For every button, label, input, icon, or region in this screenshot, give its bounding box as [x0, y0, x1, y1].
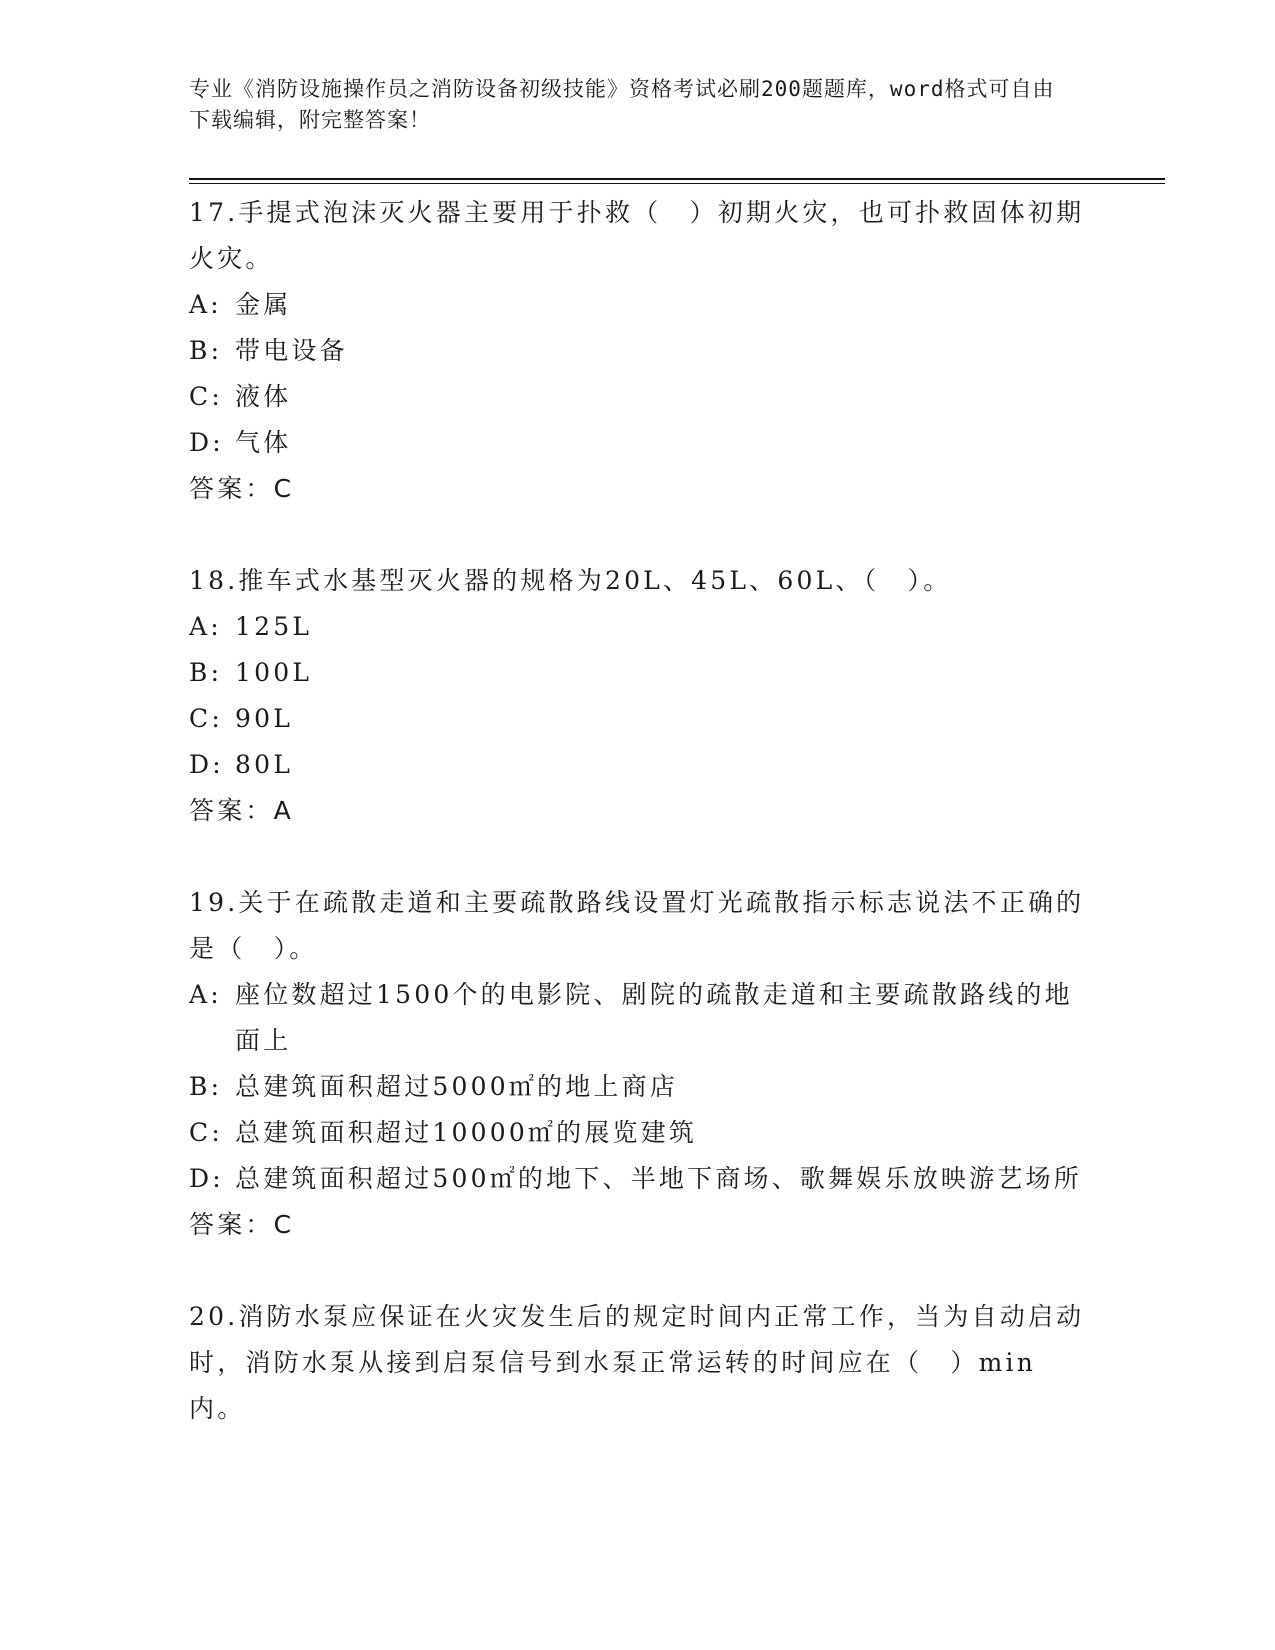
- question-17: [189, 190, 1089, 512]
- option-text: 90L: [235, 704, 294, 733]
- option-d: [189, 420, 1089, 466]
- option-a: [189, 604, 1089, 650]
- answer: 答案：A: [189, 796, 294, 825]
- option-letter: B:: [189, 336, 223, 365]
- document-header: 专业《消防设施操作员之消防设备初级技能》资格考试必刷200题题库，word格式可自由下载编辑，附完整答案！: [189, 77, 1055, 132]
- option-letter: D:: [189, 428, 224, 457]
- option-text: 总建筑面积超过10000㎡的展览建筑: [235, 1118, 698, 1147]
- header-rule-thick: [189, 178, 1165, 180]
- question-19: [189, 880, 1089, 1248]
- option-letter: A:: [189, 612, 222, 641]
- option-text: 金属: [235, 290, 292, 319]
- question-18: [189, 558, 1089, 834]
- option-b: [189, 650, 1089, 696]
- option-a: [189, 972, 1089, 1064]
- question-list: [189, 190, 1089, 1432]
- header-rule-thin: [189, 183, 1165, 184]
- option-text: 带电设备: [235, 336, 348, 365]
- option-c: [189, 696, 1089, 742]
- option-d: [189, 1156, 1089, 1202]
- option-text: 座位数超过1500个的电影院、剧院的疏散走道和主要疏散路线的地面上: [235, 980, 1073, 1055]
- option-letter: C:: [189, 1118, 223, 1147]
- option-c: [189, 374, 1089, 420]
- option-text: 总建筑面积超过5000㎡的地上商店: [235, 1072, 679, 1101]
- option-text: 80L: [235, 750, 294, 779]
- question-stem: 17.手提式泡沫灭火器主要用于扑救（ ）初期火灾，也可扑救固体初期火灾。: [189, 198, 1085, 273]
- option-letter: B:: [189, 1072, 223, 1101]
- option-b: [189, 1064, 1089, 1110]
- option-letter: C:: [189, 704, 223, 733]
- option-text: 液体: [235, 382, 292, 411]
- answer: 答案：C: [189, 1210, 295, 1239]
- option-text: 100L: [235, 658, 313, 687]
- option-a: [189, 282, 1089, 328]
- option-letter: A:: [189, 980, 222, 1009]
- option-text: 125L: [235, 612, 313, 641]
- option-c: [189, 1110, 1089, 1156]
- answer: 答案：C: [189, 474, 295, 503]
- option-letter: D:: [189, 1164, 224, 1193]
- option-text: 总建筑面积超过500㎡的地下、半地下商场、歌舞娱乐放映游艺场所: [235, 1164, 1082, 1193]
- option-b: [189, 328, 1089, 374]
- question-20: [189, 1294, 1089, 1432]
- option-d: [189, 742, 1089, 788]
- question-stem: 20.消防水泵应保证在火灾发生后的规定时间内正常工作，当为自动启动时，消防水泵从接到启泵信号到水泵正常运转的时间应在（ ）min内。: [189, 1302, 1085, 1423]
- option-letter: D:: [189, 750, 224, 779]
- spacer: [189, 834, 1089, 880]
- option-text: 气体: [235, 428, 292, 457]
- question-stem: 19.关于在疏散走道和主要疏散路线设置灯光疏散指示标志说法不正确的是（ ）。: [189, 888, 1085, 963]
- option-letter: A:: [189, 290, 222, 319]
- spacer: [189, 1248, 1089, 1294]
- option-letter: C:: [189, 382, 223, 411]
- spacer: [189, 512, 1089, 558]
- option-letter: B:: [189, 658, 223, 687]
- question-stem: 18.推车式水基型灭火器的规格为20L、45L、60L、（ ）。: [189, 566, 952, 595]
